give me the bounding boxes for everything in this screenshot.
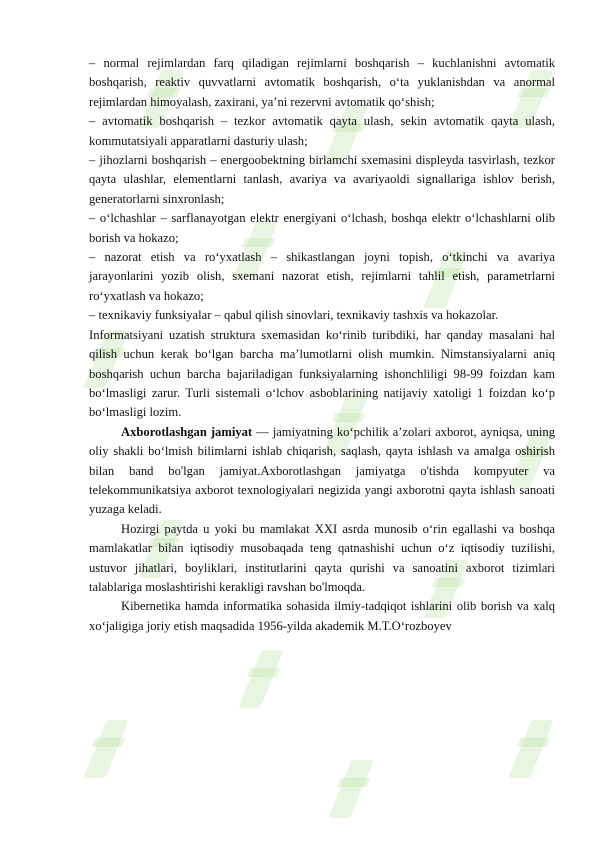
list-item: – normal rejimlardan farq qiladigan rejimlarni boshqarish – kuchlanishni avtomatik boshqarish, reaktiv quvvatlarni avtomatik boshqarish, o‘ta yuklanishdan va anormal rejimlardan himoyalash, zaxirani, ya’ni rezervni avtomatik qo‘shish; bbox=[89, 56, 555, 109]
list-item: – avtomatik boshqarish – tezkor avtomatik qayta ulash, sekin avtomatik qayta ulash, kommutatsiyali apparatlarni dasturiy ulash; bbox=[89, 114, 555, 148]
list-item: – texnikaviy funksiyalar – qabul qilish sinovlari, texnikaviy tashxis va hokazolar. bbox=[89, 308, 499, 323]
watermark-mark bbox=[238, 650, 283, 708]
definition-text: — jamiyatning ko‘pchilik a’zolari axborot, ayniqsa, uning oliy shakli bo‘lmish bilimlarni ishlab chiqarish, saqlash, qayta ishlash va amalga oshirish bilan band bo'lgan jamiyat.Axborotlashgan jamiyatga o'tishda kompyuter va telekommunikatsiya axborot texnologiyalari negizida yangi axborotni qayta ishlash sanoati yuzaga keladi. bbox=[89, 424, 556, 517]
list-item: – jihozlarni boshqarish – energoobektning birlamchi sxemasini displeyda tasvirlash, tezkor qayta ulashlar, elementlarni tanlash, avariya va avariyaoldi signallariga ishlov berish, generatorlarni sinxronlash; bbox=[89, 153, 555, 206]
list-item: – nazorat etish va ro‘yxatlash – shikastlangan joyni topish, o‘tkinchi va avariya jarayonlarini yozib olish, sxemani nazorat etish, rejimlarni tahlil etish, parametrlarni ro‘yxatlash va hokazo; bbox=[89, 250, 555, 303]
body-text bbox=[89, 54, 555, 636]
watermark-mark bbox=[508, 720, 553, 778]
paragraph: Informatsiyani uzatish struktura sxemasidan ko‘rinib turibdiki, har qanday masalani hal qilish uchun kerak bo‘lgan barcha ma’lumotlarni olish mumkin. Nimstansiyalarni aniq boshqarish uchun barcha bajariladigan funksiyalarning ishonchliligi 98-99 foizdan kam bo‘lmasligi zarur. Turli sistemali o‘lchov asboblarining natijaviy xatoligi 1 foizdan ko‘p bo‘lmasligi lozim. bbox=[89, 327, 555, 420]
paragraph: Kibernetika hamda informatika sohasida ilmiy-tadqiqot ishlarini olib borish va xalq xo‘jaligiga joriy etish maqsadida 1956-yilda akademik M.T.O‘rozboyev bbox=[89, 599, 555, 633]
definition-paragraph bbox=[89, 423, 555, 520]
definition-term: Axborotlashgan jamiyat bbox=[121, 424, 253, 439]
watermark-mark bbox=[83, 720, 128, 778]
paragraph: Hozirgi paytda u yoki bu mamlakat XXI asrda munosib o‘rin egallashi va boshqa mamlakatlar bilan iqtisodiy musobaqada teng qatnashishi uchun o‘z iqtisodiy tuzilishi, ustuvor jihatlari, boyliklari, institutlarini qayta qurishi va sanoatini axborot tizimlari talablariga moslashtirishi kerakligi ravshan bo'lmoqda. bbox=[89, 521, 555, 594]
watermark-mark bbox=[328, 760, 373, 818]
list-item: – o‘lchashlar – sarflanayotgan elektr energiyani o‘lchash, boshqa elektr o‘lchashlarni olib borish va hokazo; bbox=[89, 211, 555, 245]
